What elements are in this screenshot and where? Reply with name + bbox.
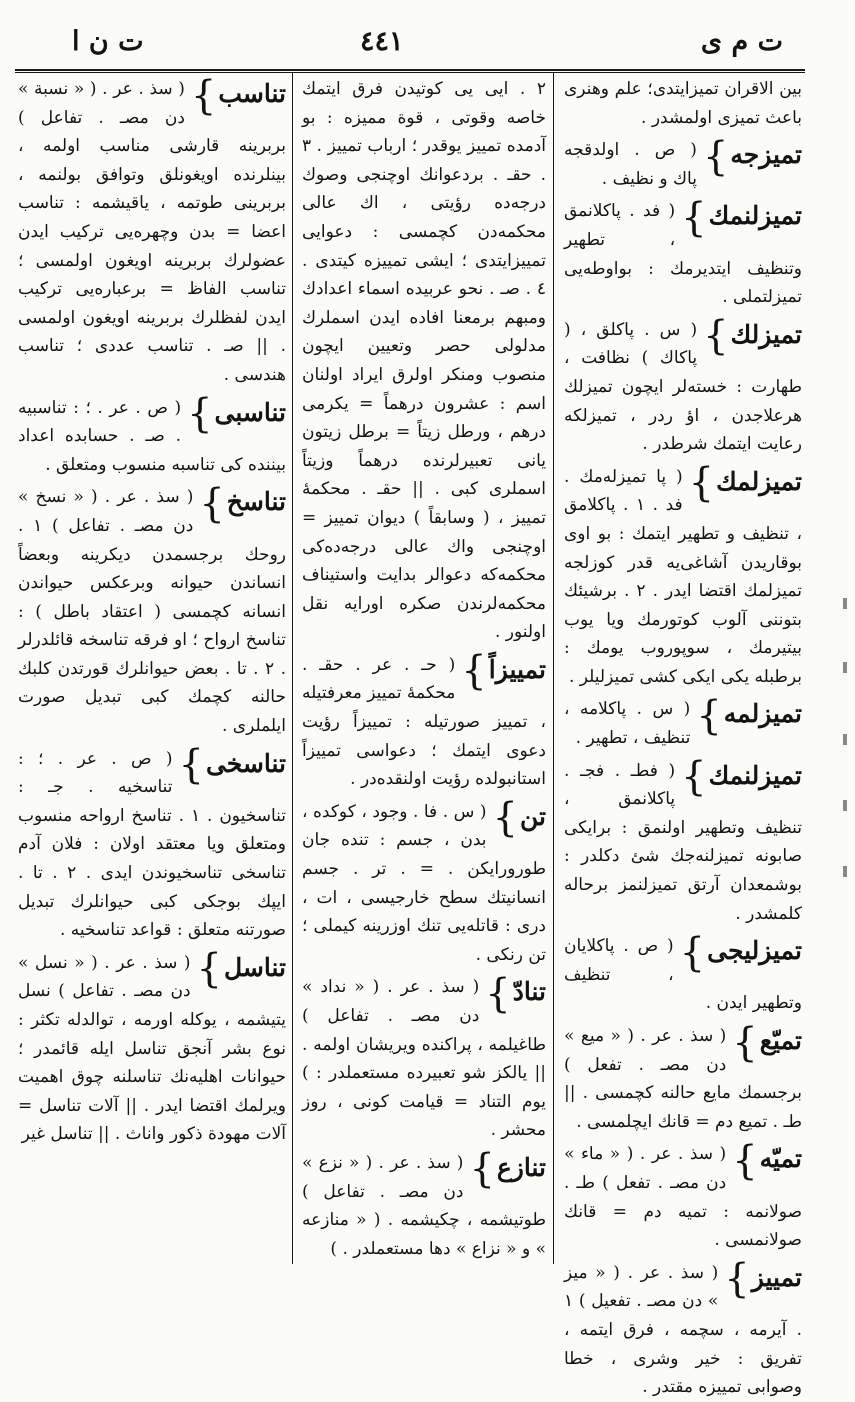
entry <box>564 1259 802 1402</box>
entry-definition: ( ص . پاكلايان ، تنظيف وتطهير ايدن . <box>564 936 802 1014</box>
entry <box>564 197 802 311</box>
entry-definition: ٢ . ايى يى كوتيدن فرق ايتمك خاصه وقوتى ، قوة مميزه : بو آدمده تمييز يوقدر ؛ ارباب تمييز . ٣ . حقـ . بردعوانك اوچنجى وصوك درجه‌ده رؤيتى ، اك عالى محكمه‌دن كچمسى : دعوايى تمييزايتدى ؛ ايشى تمييزه كيتدى . ٤ . صـ . نحو عربيده اسماء اعدادك ومبهم برمعنا افاده ايدن اسملرك مدلولى حصر وتعيين ايچون منصوب ومنكر اولرق ايراد اولنان اسم : عشرون درهماً = يكرمى درهم ، ورطل زيتاً = برطل زيتون يانى تعبيرلرنده درهماً وزيتاً اسملرى كبى . || حقـ . محكمهٔ تمييز ، ( وسابقاً ) ديوان تمييز = اوچنجى واك عالى درجه‌ده‌كى محكمه‌كه دعوالر بدايت واستيناف محكمه‌لرندن صكره اورايه نقل اولنور . <box>302 79 546 643</box>
entry-headword: تميزجه } <box>703 136 802 174</box>
entry-headword: تناسبى } <box>187 394 286 432</box>
entry-definition: ( سذ . عر . ( « نسخ » دن مصـ . تفاعل ) ١ . روحك برجسمدن ديكرينه وبعضاً انساندن حيوانه وبرعكس حيواندن انسانه كچمسى ( اعتقاد باطل ) : تناسخ ارواح ؛ او فرقه تناسخه قائلدرلر . ٢ . تا . بعض حيوانلرك قورتدن كلبك حالنه كچمك كبى تبديل صورت ايلملرى . <box>18 487 286 737</box>
entry-headword: تميزلنمك } <box>681 197 802 235</box>
entry-definition: ( ص . عر . ؛ : تناسبيه . صـ . حسابده اعداد بيننده كى تناسبه منسوب ومتعلق . <box>18 397 286 475</box>
entry-definition: ( س . پاكلامه ، تنظيف ، تطهير . <box>564 699 691 749</box>
entry-definition: ( س . فا . وجود ، كوكده ، بدن ، جسم : تنده جان طورورايكن . = . تر . جسم انسانيتك سطح خارجيسى ، ات ، درى : قاتله‌يى تنك اوزرينه كيملى ؛ تن رنكى . <box>302 801 546 965</box>
entry <box>18 745 286 945</box>
entry <box>564 1022 802 1136</box>
entry-definition: ( سذ . عر . ( « ميز » دن مصـ . تفعيل ) ١ . آيرمه ، سچمه ، فرق ايتمه ، تفريق : خير وشرى ، خطا وصوابى تمييزه مقتدر . <box>564 1262 802 1398</box>
entry <box>302 1149 546 1263</box>
entry <box>564 136 802 193</box>
entry <box>564 1140 802 1254</box>
entry-definition: ( سذ . عر . ( « نسل » دن مصـ . تفاعل ) نسل يتيشمه ، يوكله اورمه ، توالدله تكثر : نوع بشر آنجق تناسل ايله قائمدر ؛ حيوانات اهليه‌نك تناسلنه چوق اهميت ويرلمك اقتضا ايدر . || آلات تناسل = آلات مهودة ذكور واناث . || تناسل غير <box>18 952 286 1145</box>
entry <box>302 75 546 647</box>
header-right-guide: ت م ی <box>700 26 783 57</box>
entry-headword: تميزلنمك } <box>681 757 802 795</box>
entry <box>564 463 802 692</box>
header-rule <box>15 69 805 71</box>
entry-headword: تمييز } <box>724 1259 802 1297</box>
entry-definition: ( حـ . عر . حقـ . محكمهٔ تمييز معرفتيله ، تمييز صورتيله : تمييزاً رؤيت دعوى ايتمك ؛ دعواسى تمييزاً استانبولده رؤيت اولنقده‌در . <box>302 654 546 790</box>
entry-headword: تناسل } <box>197 949 286 987</box>
entry-headword: تميزلك } <box>703 316 802 354</box>
header-rule-thin <box>15 72 805 73</box>
margin-mark <box>843 734 847 745</box>
entry-headword: تميزلمك } <box>689 463 802 501</box>
entry <box>18 394 286 480</box>
entry-headword: تميزليجى } <box>680 932 802 970</box>
entry-definition: بين الاقران تميزايتدى؛ علم وهنرى باعث تميزى اولمشدر . <box>564 79 802 128</box>
margin-mark <box>843 598 847 609</box>
entry <box>18 483 286 740</box>
margin-mark <box>843 866 847 877</box>
entry-definition: ( سذ . عر . ( « نداد » دن مصـ . تفاعل ) طاغيلمه ، پراكنده ويريشان اولمه . || يالكز شو تعبيرده مستعملدر : ) يوم التناد = قيامت كونى ، روز محشر . <box>302 977 546 1141</box>
entry-definition: ( س . پاكلق ، ( پاكاك ) نظافت ، طهارت : خسته‌لر ايچون تميزلك هرعلاجدن ، اؤ ردر ، تميزلكه رعايت ايتمك شرطدر . <box>564 319 802 455</box>
entry-definition: ( ص . عر . ؛ : تناسخيه . جـ : تناسخيون . ١ . تناسخ ارواحه منسوب ومتعلق ويا معتقد اولان : فلان آدم تناسخى تناسخيوندن ايدى . ٢ . تا . ايپك بوجكى كبى حيوانلرك تبديل صورتنه متعلق : قواعد تناسخيه . <box>18 748 286 941</box>
column-left <box>18 75 286 1246</box>
entry-headword: تناسخ } <box>199 483 286 521</box>
entry <box>18 949 286 1149</box>
page-number: ٤٤١ <box>360 26 404 57</box>
column-divider-left <box>292 72 293 1264</box>
entry-headword: تناسب } <box>191 75 286 113</box>
entry-headword: تنادّ } <box>485 973 546 1011</box>
column-middle <box>302 75 546 1259</box>
entry-definition: ( فطـ . فجـ . پاكلانمق ، تنظيف وتطهير اولنمق : برايكى صابونه تميزلنه‌جك شئ دكلدر : بوشمعدان آرتق تميزلنمز برحاله كلمشدر . <box>564 760 802 924</box>
entry <box>302 798 546 970</box>
entry <box>564 932 802 1018</box>
entry-headword: تناسخى } <box>179 745 287 783</box>
entry-definition: ( سذ . عر . ( « ميع » دن مصـ . تفعل ) برجسمك مايع حالنه كچمسى . || طـ . تميع دم = قانك ايچلمسى . <box>564 1026 802 1132</box>
entry <box>302 651 546 794</box>
header-left-guide: ت ن ا <box>72 26 144 57</box>
margin-mark <box>843 662 847 673</box>
entry-definition: ( ص . اولدقجه پاك و نظيف . <box>564 140 697 189</box>
column-divider-right <box>553 72 554 1264</box>
entry <box>18 75 286 390</box>
entry <box>564 757 802 929</box>
entry-definition: ( پا تميزله‌مك . فد . ١ . پاكلامق ، تنظيف و تطهير ايتمك : بو اوى بوقاريدن آشاغى‌يه قدر كوزلجه تميزلمك اقتضا ايدر . ٢ . برشيئك بتوننى آلوب كوتورمك ويا يوب بيتيرمك ، سوپوروب يومك : برطبله يكى ايكى كشى تميزليلر . <box>564 466 802 687</box>
entry-headword: تنازع } <box>469 1149 546 1187</box>
entry-headword: تميزلمه } <box>696 695 802 733</box>
column-right <box>564 75 802 1398</box>
entry-definition: ( سذ . عر . ( « نزع » دن مصـ . تفاعل ) طوتيشمه ، چكيشمه . ( « منازعه » و « نزاع » دها مستعملدر . ) <box>302 1152 546 1259</box>
margin-mark <box>843 800 847 811</box>
page-header <box>0 26 855 66</box>
entry-headword: تمييزاً } <box>461 651 546 689</box>
entry <box>564 695 802 752</box>
entry <box>302 973 546 1145</box>
entry-headword: تن } <box>493 798 546 836</box>
entry-definition: ( سذ . عر . ( « ماء » دن مصـ . تفعل ) طـ . صولانمه : تميه دم = قانك صولانمسى . <box>564 1144 802 1251</box>
entry <box>564 75 802 132</box>
entry-headword: تميّع } <box>732 1022 802 1060</box>
entry-headword: تميّه } <box>732 1140 802 1178</box>
entry <box>564 316 802 459</box>
entry-definition: ( سذ . عر . ( « نسبة » دن مصـ . تفاعل ) بربرينه قارشى مناسب اولمه ، بينلرنده اويغونلق وتوافق بولنمه ، بربرينى طوتمه ، ياقيشمه : تناسب اعضا = بدن وچهره‌يى تركيب ايدن عضولرك بربرينه اويغون اولمسى ؛ تناسب الفاظ = برعباره‌يى تركيب ايدن لفظلرك بربرينه اويغون اولمسى . || صـ . تناسب عددى ؛ تناسب هندسى . <box>18 79 286 385</box>
entry-definition: ( فد . پاكلانمق ، تطهير وتنظيف ايتديرمك : بواوطه‌يى تميزلتملى . <box>564 201 802 308</box>
